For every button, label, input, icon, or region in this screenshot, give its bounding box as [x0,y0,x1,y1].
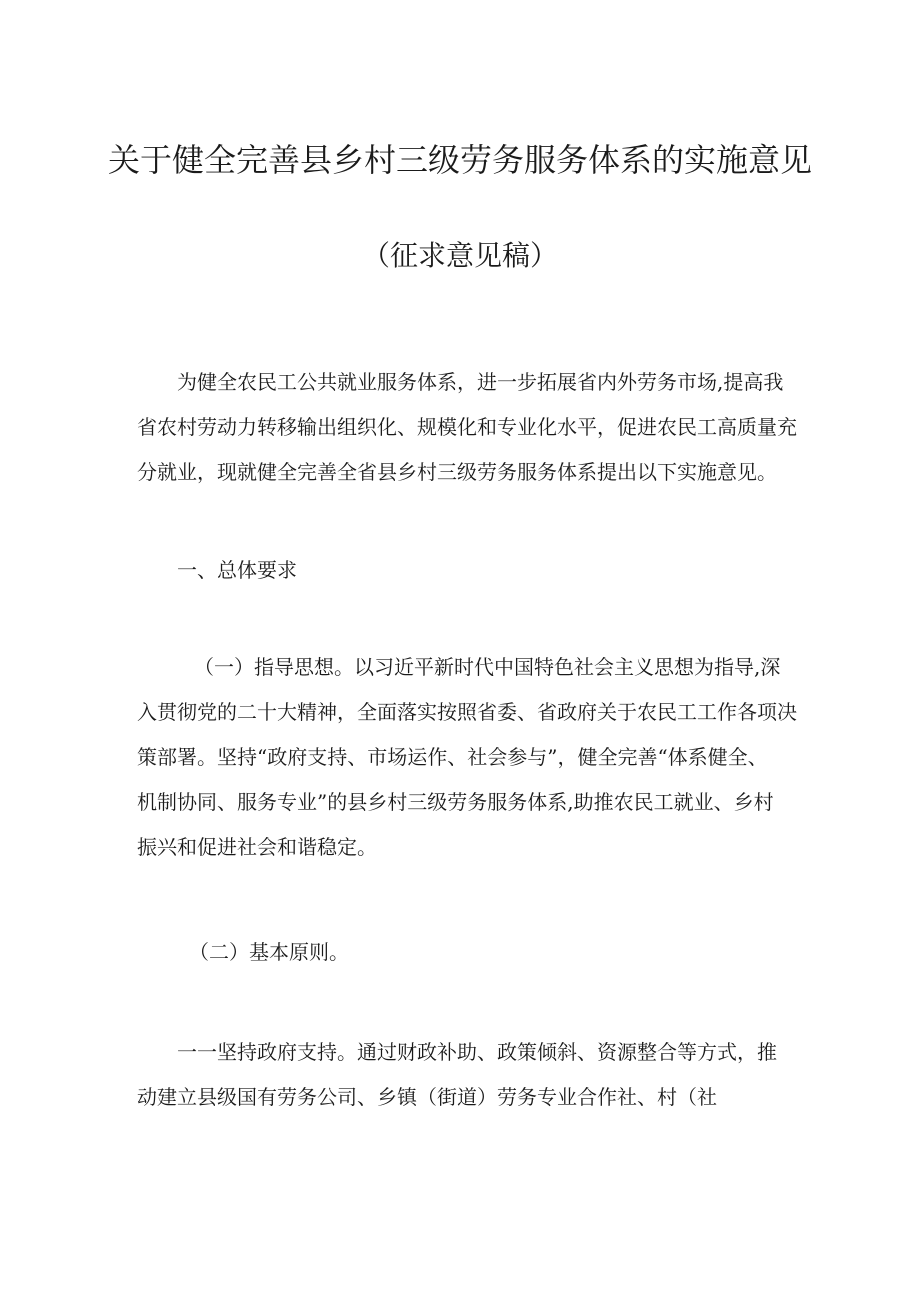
principle-government-support-paragraph [137,1030,807,1120]
guiding-line: 机制协同、服务专业”的县乡村三级劳务服务体系,助推农民工就业、乡村 [137,790,774,814]
intro-line: 省农村劳动力转移输出组织化、规模化和专业化水平，促进农民工高质量充 [137,415,797,439]
intro-paragraph [137,360,807,495]
principle-line: 一一坚持政府支持。通过财政补助、政策倾斜、资源整合等方式，推 [177,1040,777,1064]
guiding-line: 策部署。坚持“政府支持、市场运作、社会参与”，健全完善“体系健全、 [137,745,768,769]
basic-principles-heading: （二）基本原则。 [189,940,349,964]
document-subtitle: （征求意见稿） [361,239,558,272]
intro-line: 分就业，现就健全完善全省县乡村三级劳务服务体系提出以下实施意见。 [137,460,777,484]
principle-line: 动建立县级国有劳务公司、乡镇（街道）劳务专业合作社、村（社 [137,1085,717,1109]
guiding-line: （一）指导思想。以习近平新时代中国特色社会主义思想为指导,深 [194,655,781,679]
guiding-ideology-paragraph [137,645,807,870]
intro-line: 为健全农民工公共就业服务体系，进一步拓展省内外劳务市场,提高我 [177,370,784,394]
guiding-line: 入贯彻党的二十大精神，全面落实按照省委、省政府关于农民工工作各项决 [137,700,797,724]
section-heading-general-requirements: 一、总体要求 [177,558,297,582]
document-title: 关于健全完善县乡村三级劳务服务体系的实施意见 [107,141,812,179]
guiding-line: 振兴和促进社会和谐稳定。 [137,835,377,859]
